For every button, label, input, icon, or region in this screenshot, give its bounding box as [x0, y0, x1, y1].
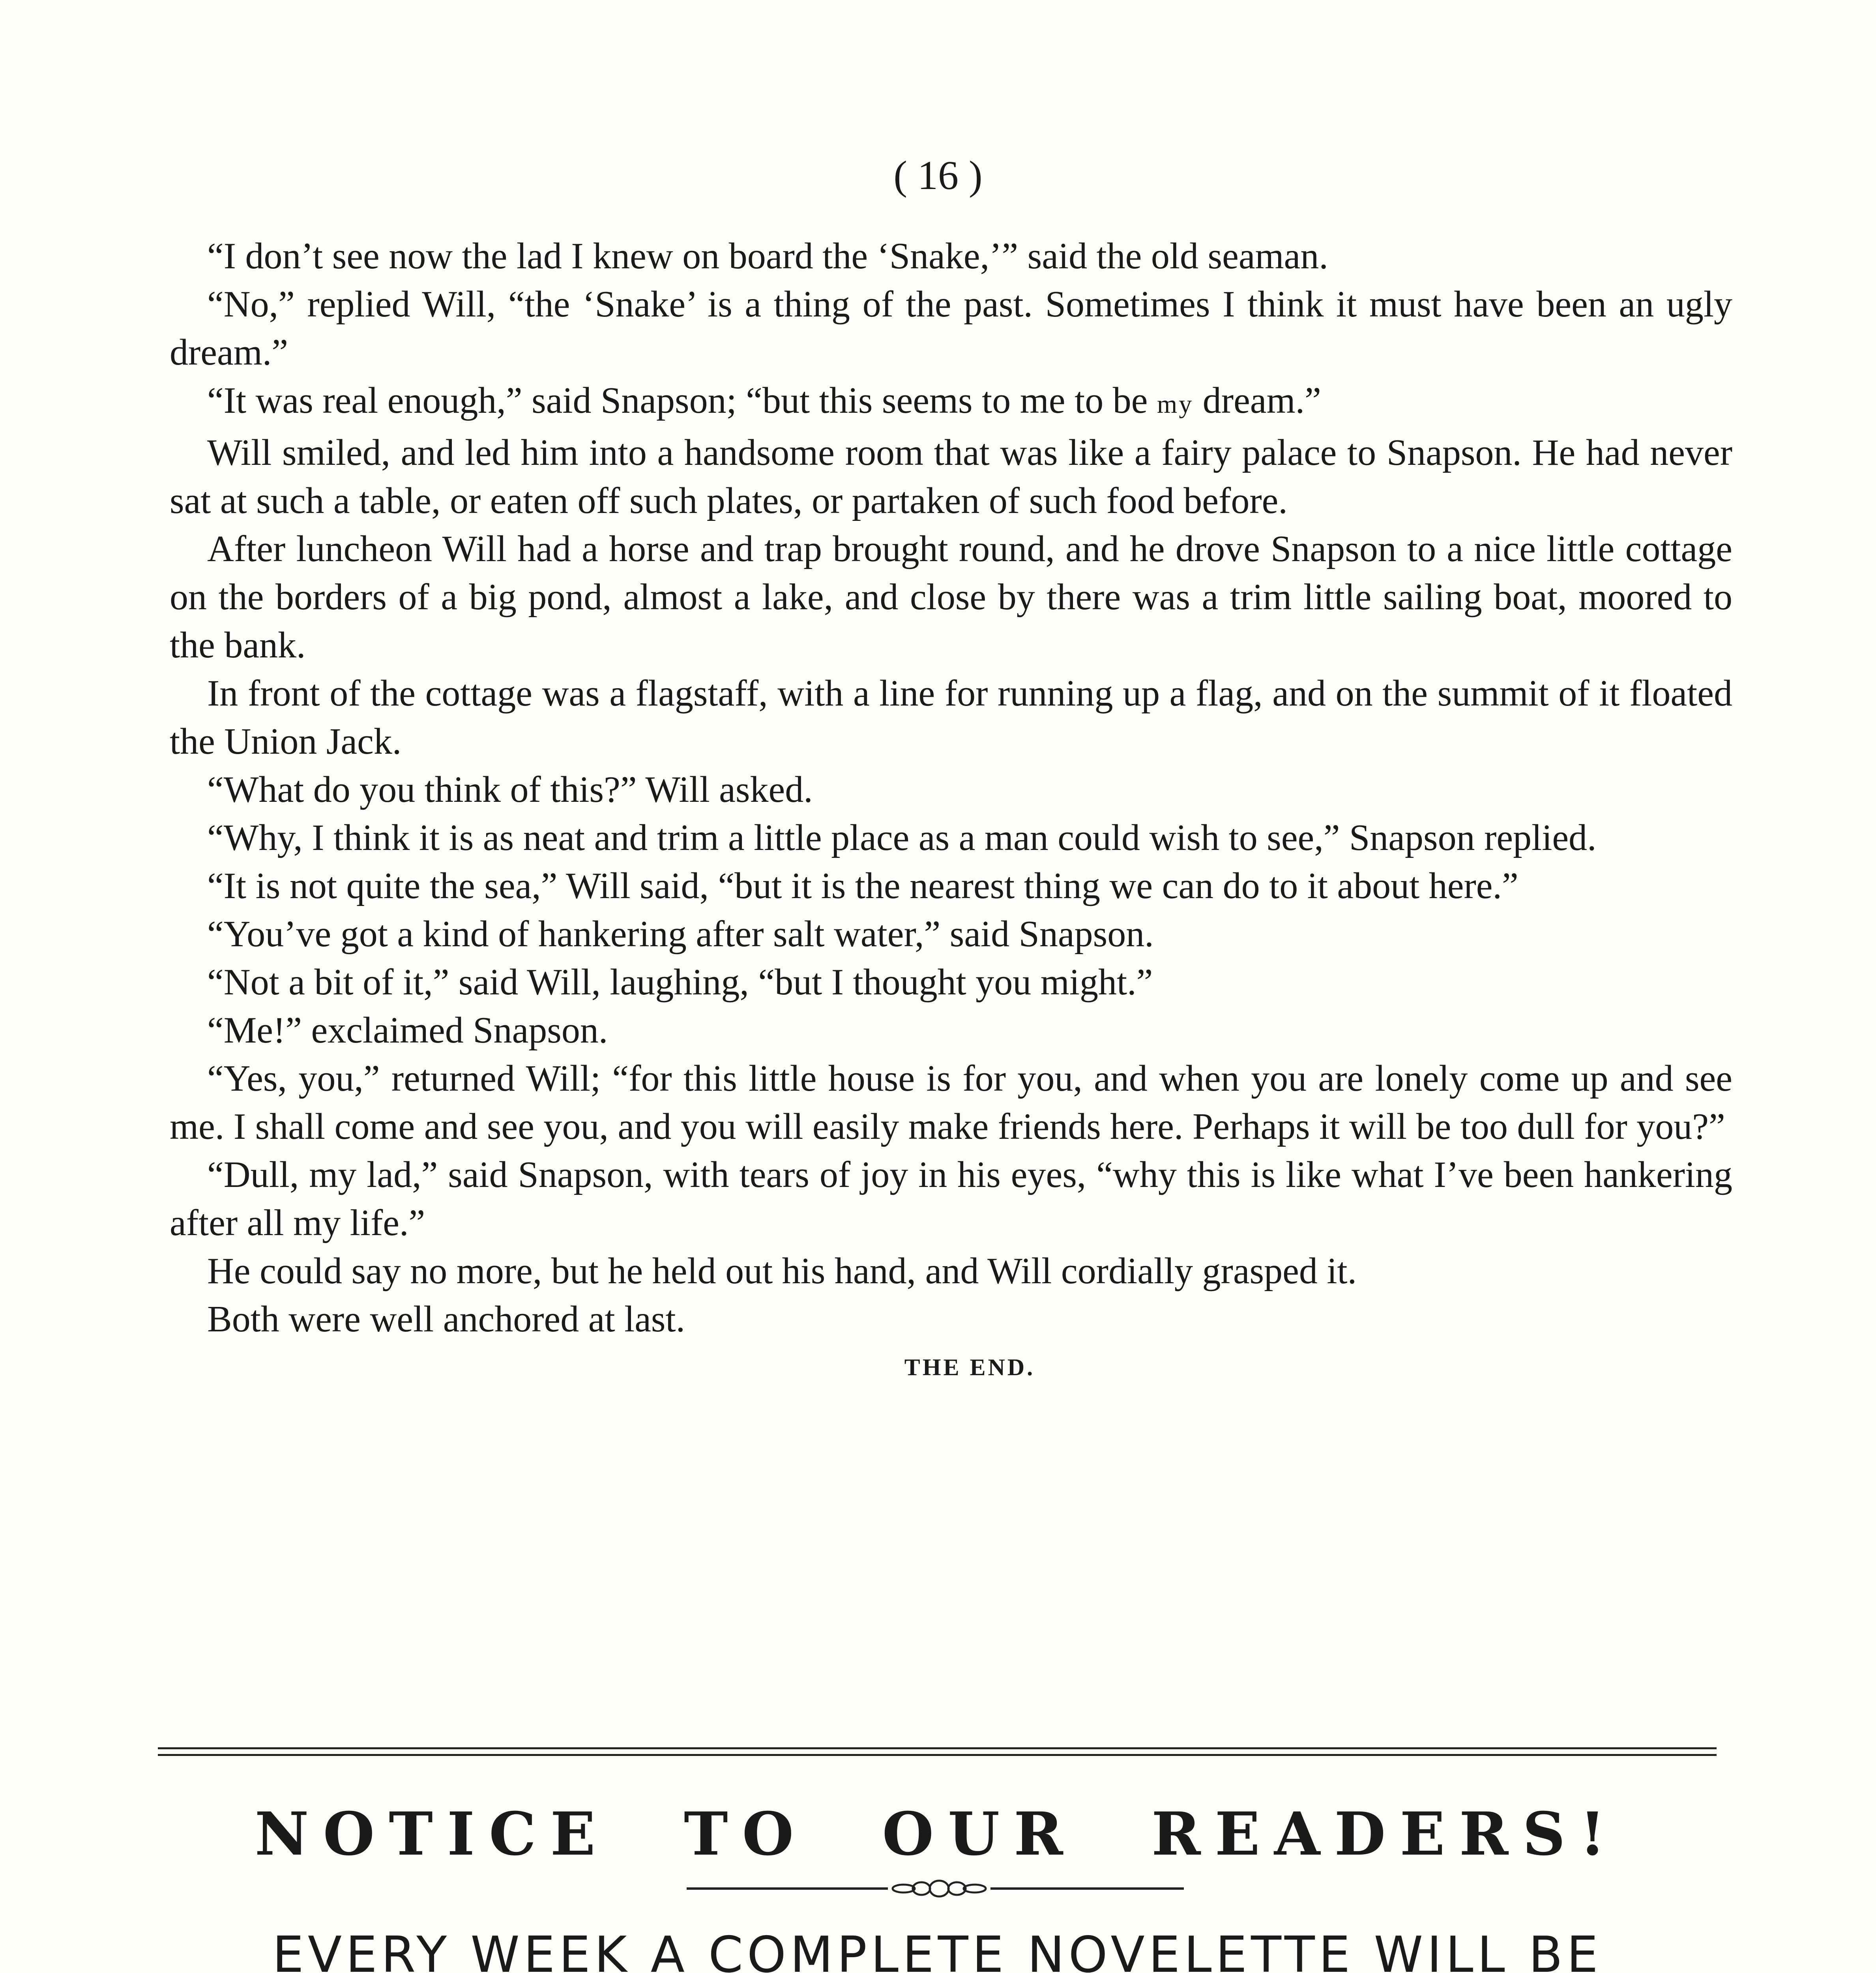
story-paragraph: “No,” replied Will, “the ‘Snake’ is a thing of the past. Sometimes I think it must have been an ugly dream.”: [170, 284, 1732, 373]
notice-line-every-week: EVERY WEEK A COMPLETE NOVELETTE WILL BE: [272, 1926, 1602, 1973]
story-text: [170, 232, 1732, 1391]
story-paragraph: He could say no more, but he held out his hand, and Will cordially grasped it.: [207, 1250, 1357, 1292]
story-paragraph: [170, 376, 1732, 429]
the-end-label: THE END.: [904, 1354, 1035, 1380]
story-paragraph-text: “It was real enough,” said Snapson; “but this seems to me to be: [207, 380, 1148, 421]
story-paragraph: Will smiled, and led him into a handsome room that was like a fairy palace to Snapson. He had never sat at such a table, or eaten off such plates, or partaken of such food before.: [170, 432, 1732, 521]
small-caps-word: my: [1157, 390, 1194, 419]
story-paragraph: “Me!” exclaimed Snapson.: [207, 1010, 608, 1051]
story-paragraph: “Why, I think it is as neat and trim a little place as a man could wish to see,” Snapson replied.: [207, 817, 1597, 858]
story-paragraph: Both were well anchored at last.: [207, 1299, 685, 1340]
notice-heading: NOTICE TO OUR READERS!: [255, 1799, 1620, 1869]
story-paragraph: “Not a bit of it,” said Will, laughing, “but I thought you might.”: [207, 962, 1153, 1003]
story-paragraph-end: dream.”: [1202, 380, 1321, 421]
story-paragraph: “It is not quite the sea,” Will said, “but it is the nearest thing we can do to it about here.”: [207, 865, 1518, 906]
story-paragraph: “What do you think of this?” Will asked.: [207, 769, 813, 810]
story-paragraph: “Yes, you,” returned Will; “for this little house is for you, and when you are lonely come up and see me. I shall come and see you, and you will easily make friends here. Perhaps it will be too dull for you?”: [170, 1058, 1732, 1147]
story-paragraph: In front of the cottage was a flagstaff, with a line for running up a flag, and on the summit of it floated the Union Jack.: [170, 673, 1732, 762]
double-rule-divider: [158, 1747, 1717, 1756]
story-paragraph: After luncheon Will had a horse and trap brought round, and he drove Snapson to a nice little cottage on the borders of a big pond, almost a lake, and close by there was a trim little sailing boat, moored to the bank.: [170, 528, 1732, 666]
story-paragraph: “You’ve got a kind of hankering after salt water,” said Snapson.: [207, 913, 1154, 955]
ornament-divider: [0, 1877, 1876, 1900]
page-number: ( 16 ): [893, 153, 983, 198]
story-paragraph: “Dull, my lad,” said Snapson, with tears of joy in his eyes, “why this is like what I’ve been hankering after all my life.”: [170, 1154, 1732, 1243]
story-paragraph: “I don’t see now the lad I knew on board the ‘Snake,’” said the old seaman.: [207, 236, 1328, 277]
